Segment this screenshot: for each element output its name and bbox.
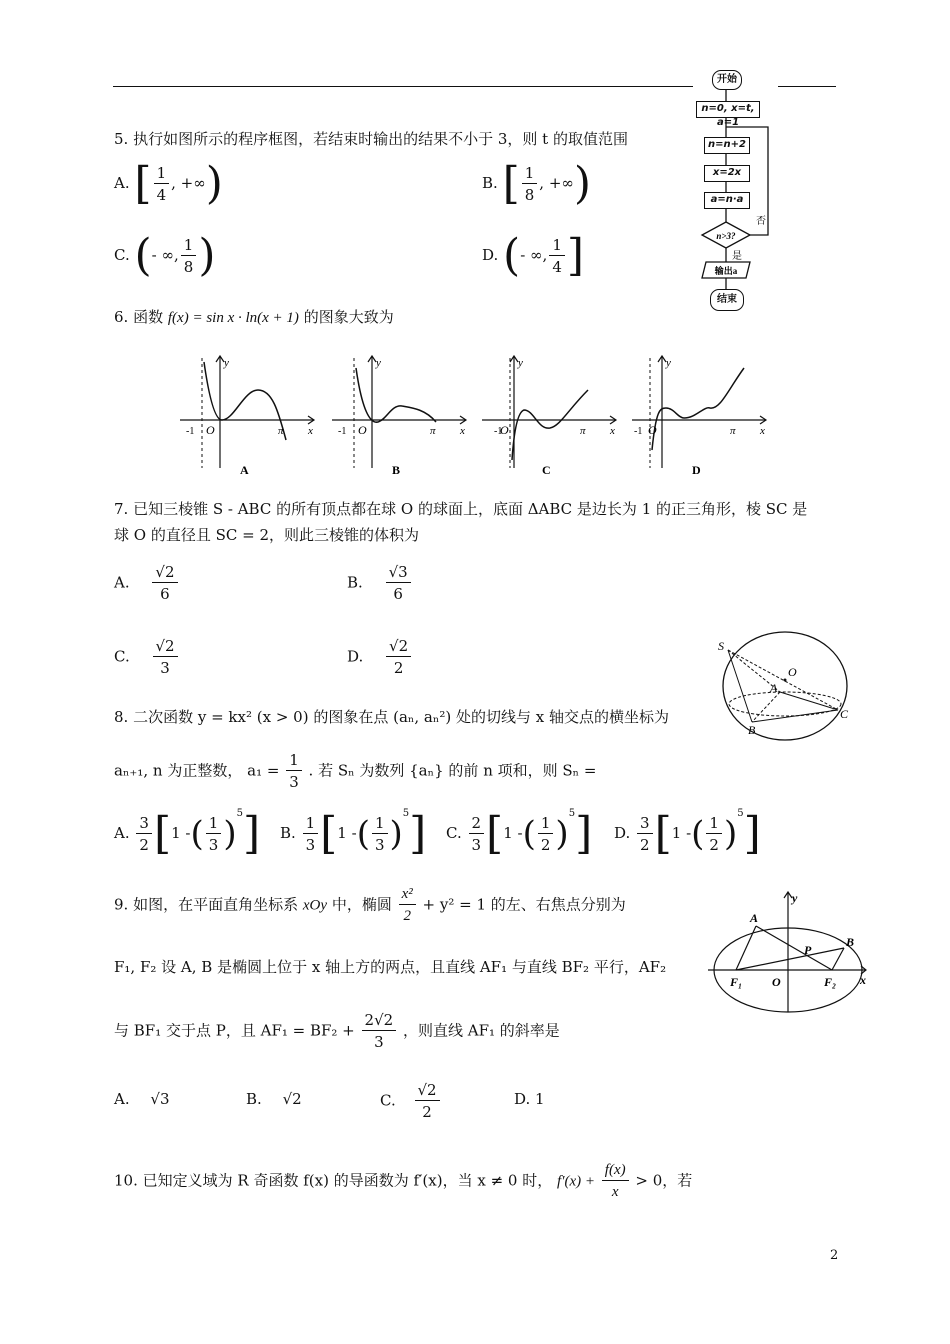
header-rule-right xyxy=(778,86,836,87)
bracket-left: [ xyxy=(320,808,338,859)
q5-stem: 5. 执行如图所示的程序框图，若结束时输出的结果不小于 3，则 t 的取值范围 xyxy=(114,130,628,148)
option-letter: B. xyxy=(347,573,363,592)
option-letter: D. xyxy=(614,824,631,842)
exponent: 5 xyxy=(737,808,744,819)
svg-text:y: y xyxy=(518,357,523,369)
option-letter: D. xyxy=(347,647,364,666)
fraction: $\frac{1}{3}$ xyxy=(286,750,302,793)
exponent: 5 xyxy=(236,808,243,819)
graph-D xyxy=(632,356,766,477)
paren-right: ) xyxy=(223,814,237,854)
bracket-right: ] xyxy=(575,808,593,859)
q7-option-c xyxy=(114,636,180,679)
svg-text:O: O xyxy=(206,423,215,437)
paren-left: ( xyxy=(691,814,705,854)
svg-text:x: x xyxy=(610,425,615,437)
label-b: B xyxy=(846,935,855,949)
option-letter: B. xyxy=(482,174,498,192)
bracket-left: ( xyxy=(503,230,521,281)
no-label: 否 xyxy=(756,216,766,227)
q8-option-a xyxy=(114,808,261,859)
stem-part: . 若 Sₙ 为数列 {aₙ} 的前 n 项和，则 Sₙ = xyxy=(308,761,597,780)
label-p: P xyxy=(804,943,812,957)
stem-part: 中，椭圆 xyxy=(331,895,392,914)
bracket-left: [ xyxy=(486,808,504,859)
label-o: O xyxy=(788,665,797,679)
fraction: $\frac{\text{x²}}{2}$ xyxy=(399,884,416,927)
stem-part: xOy xyxy=(302,897,328,914)
bracket-right: ] xyxy=(743,808,761,859)
stem-part: 9. 如图，在平面直角坐标系 xyxy=(114,895,299,914)
q7-stem-line2: 球 O 的直径且 SC = 2，则此三棱锥的体积为 xyxy=(114,526,420,544)
svg-text:π: π xyxy=(730,425,736,437)
ellipse-figure xyxy=(706,888,872,1018)
inner-fraction: $\frac{1}{3}$ xyxy=(372,813,388,856)
label-a: A xyxy=(750,911,759,925)
q6-stem xyxy=(114,306,394,327)
q5-option-d xyxy=(482,230,585,281)
q9-option-a xyxy=(114,1090,170,1108)
svg-text:O: O xyxy=(358,423,367,437)
option-letter: B. xyxy=(280,824,296,842)
svg-text:D: D xyxy=(692,463,701,477)
q8-stem-line2 xyxy=(114,750,597,793)
bracket-left: [ xyxy=(654,808,672,859)
stem-part: ，则直线 AF₁ 的斜率是 xyxy=(402,1021,560,1040)
exponent: 5 xyxy=(402,808,410,819)
svg-text:O: O xyxy=(500,423,509,437)
svg-text:y: y xyxy=(666,357,671,369)
svg-text:π: π xyxy=(580,425,586,437)
bracket-left: [ xyxy=(502,158,520,209)
yes-label: 是 xyxy=(732,251,742,262)
label-x: x xyxy=(860,973,866,987)
interval-tail: , +∞ xyxy=(171,174,206,192)
q8-option-d xyxy=(614,808,761,859)
stem-part: aₙ₊₁, n 为正整数， xyxy=(114,761,243,780)
end-box: 结束 xyxy=(710,289,744,311)
one-minus: 1 - xyxy=(671,824,692,842)
option-letter: C. xyxy=(380,1091,396,1110)
start-box: 开始 xyxy=(712,70,742,90)
fraction: $\frac{1}{8}$ xyxy=(181,235,197,278)
decision-label: n>3? xyxy=(716,231,736,241)
q8-option-c xyxy=(446,808,593,859)
svg-text:-1: -1 xyxy=(186,426,195,437)
q7-option-d xyxy=(347,636,413,679)
bracket-left: ( xyxy=(134,230,152,281)
q7-stem-line1: 7. 已知三棱锥 S - ABC 的所有顶点都在球 O 的球面上，底面 ΔABC 是边长为 1 的正三角形，棱 SC 是 xyxy=(114,500,808,518)
coef-fraction: $\frac{3}{2}$ xyxy=(136,813,152,856)
option-letter: A. xyxy=(114,174,130,192)
fraction: $\frac{1}{4}$ xyxy=(549,235,565,278)
option-letter: A. xyxy=(114,573,130,592)
step3-box: a=n·a xyxy=(704,192,750,209)
fraction: $\frac{f(x)}{x}$ xyxy=(602,1160,629,1203)
exponent: 5 xyxy=(568,808,576,819)
init-box: n=0, x=t, a=1 xyxy=(696,101,760,118)
graph-A xyxy=(180,356,314,477)
coef-fraction: $\frac{1}{3}$ xyxy=(303,813,319,856)
sphere-figure xyxy=(712,630,862,742)
q9-stem-line1 xyxy=(114,884,626,927)
inner-fraction: $\frac{1}{2}$ xyxy=(706,813,722,856)
svg-text:B: B xyxy=(392,463,401,477)
svg-text:y: y xyxy=(376,357,381,369)
stem-part: > 0，若 xyxy=(635,1171,693,1190)
stem-part: f′(x) + xyxy=(557,1173,595,1190)
bracket-right: ) xyxy=(205,158,223,209)
step1-box: n=n+2 xyxy=(704,137,750,154)
svg-text:π: π xyxy=(430,425,436,437)
one-minus: 1 - xyxy=(171,824,191,842)
graph-C xyxy=(482,356,616,477)
svg-text:x: x xyxy=(760,425,765,437)
label-s: S xyxy=(718,639,724,653)
stem-part: 10. 已知定义域为 R 奇函数 f(x) 的导函数为 f′(x)，当 x ≠ 0 时， xyxy=(114,1171,553,1190)
svg-text:O: O xyxy=(648,423,657,437)
interval-head: - ∞, xyxy=(520,246,548,264)
svg-text:C: C xyxy=(542,463,551,477)
svg-text:π: π xyxy=(278,425,284,437)
paren-right: ) xyxy=(723,814,738,854)
paren-right: ) xyxy=(555,814,569,854)
paren-right: ) xyxy=(389,814,403,854)
option-letter: A. xyxy=(114,1090,130,1108)
svg-text:-1: -1 xyxy=(494,426,503,437)
q9-stem-line3 xyxy=(114,1010,560,1053)
q5-option-b xyxy=(482,158,592,209)
bracket-right: ] xyxy=(566,230,585,281)
paren-left: ( xyxy=(190,814,204,854)
stem-part: a₁ = xyxy=(247,761,280,780)
one-minus: 1 - xyxy=(337,824,357,842)
one-minus: 1 - xyxy=(503,824,523,842)
inner-fraction: $\frac{1}{2}$ xyxy=(538,813,554,856)
svg-text:y: y xyxy=(224,357,229,369)
option-letter: C. xyxy=(446,824,462,842)
step2-box: x=2x xyxy=(704,165,750,182)
fraction: $\frac{1}{4}$ xyxy=(154,163,170,206)
flowchart xyxy=(690,64,780,314)
label-f2: F₂ xyxy=(824,975,837,989)
label-c: C xyxy=(840,707,849,721)
q9-option-b xyxy=(246,1090,302,1108)
q7-option-b xyxy=(347,562,413,605)
option-letter: C. xyxy=(114,647,130,666)
bracket-right: ] xyxy=(242,808,261,859)
label-o: O xyxy=(772,975,781,989)
svg-text:x: x xyxy=(308,425,313,437)
option-letter: D. xyxy=(482,246,499,264)
q5-option-a xyxy=(114,158,223,209)
q9-stem-line2: F₁, F₂ 设 A, B 是椭圆上位于 x 轴上方的两点，且直线 AF₁ 与直线 BF₂ 平行，AF₂ xyxy=(114,958,667,976)
option-letter: C. xyxy=(114,246,130,264)
fraction: $\frac{√2}{2}$ xyxy=(415,1080,440,1123)
graph-B xyxy=(332,356,466,477)
q6-graphs xyxy=(174,350,774,480)
svg-text:x: x xyxy=(460,425,465,437)
inner-fraction: $\frac{1}{3}$ xyxy=(206,813,222,856)
output-label: 输出a xyxy=(714,266,738,276)
q9-option-d: D. 1 xyxy=(514,1090,545,1108)
page-number: 2 xyxy=(830,1248,839,1263)
label-f1: F₁ xyxy=(730,975,743,989)
label-a: A xyxy=(770,681,778,695)
svg-text:A: A xyxy=(240,463,249,477)
fraction: $\frac{1}{8}$ xyxy=(522,163,538,206)
coef-fraction: $\frac{3}{2}$ xyxy=(637,813,653,856)
label-b: B xyxy=(748,723,756,737)
bracket-right: ) xyxy=(198,230,216,281)
interval-head: - ∞, xyxy=(151,246,179,264)
q10-stem xyxy=(114,1160,692,1203)
formula: f(x) = sin x · ln(x + 1) xyxy=(167,310,299,326)
bracket-right: ) xyxy=(573,158,592,209)
bracket-right: ] xyxy=(409,808,427,859)
paren-left: ( xyxy=(522,814,536,854)
interval-tail: , +∞ xyxy=(539,174,574,192)
stem-prefix: 6. 函数 xyxy=(114,308,164,326)
header-rule-left xyxy=(113,86,693,87)
option-value: √3 xyxy=(150,1090,170,1108)
q7-option-a xyxy=(114,562,180,605)
fraction: $\frac{√2}{2}$ xyxy=(386,636,411,679)
option-letter: A. xyxy=(114,824,130,842)
svg-text:-1: -1 xyxy=(634,426,643,437)
fraction: $\frac{√2}{3}$ xyxy=(153,636,178,679)
q9-option-c xyxy=(380,1080,442,1123)
paren-left: ( xyxy=(356,814,370,854)
fraction: $\frac{2√2}{3}$ xyxy=(362,1010,397,1053)
bracket-left: [ xyxy=(134,158,152,209)
stem-part: + y² = 1 的左、右焦点分别为 xyxy=(422,895,626,914)
q8-stem-line1: 8. 二次函数 y = kx² (x > 0) 的图象在点 (aₙ, aₙ²) 处的切线与 x 轴交点的横坐标为 xyxy=(114,708,669,726)
label-y: y xyxy=(792,891,798,905)
fraction: $\frac{√3}{6}$ xyxy=(386,562,411,605)
coef-fraction: $\frac{2}{3}$ xyxy=(469,813,485,856)
option-value: √2 xyxy=(282,1090,302,1108)
q8-option-b xyxy=(280,808,427,859)
svg-text:-1: -1 xyxy=(338,426,347,437)
bracket-left: [ xyxy=(153,808,172,859)
stem-suffix: 的图象大致为 xyxy=(303,308,394,326)
option-letter: B. xyxy=(246,1090,262,1108)
stem-part: 与 BF₁ 交于点 P，且 AF₁ = BF₂ + xyxy=(114,1021,355,1040)
fraction: $\frac{√2}{6}$ xyxy=(152,562,177,605)
q5-option-c xyxy=(114,230,216,281)
